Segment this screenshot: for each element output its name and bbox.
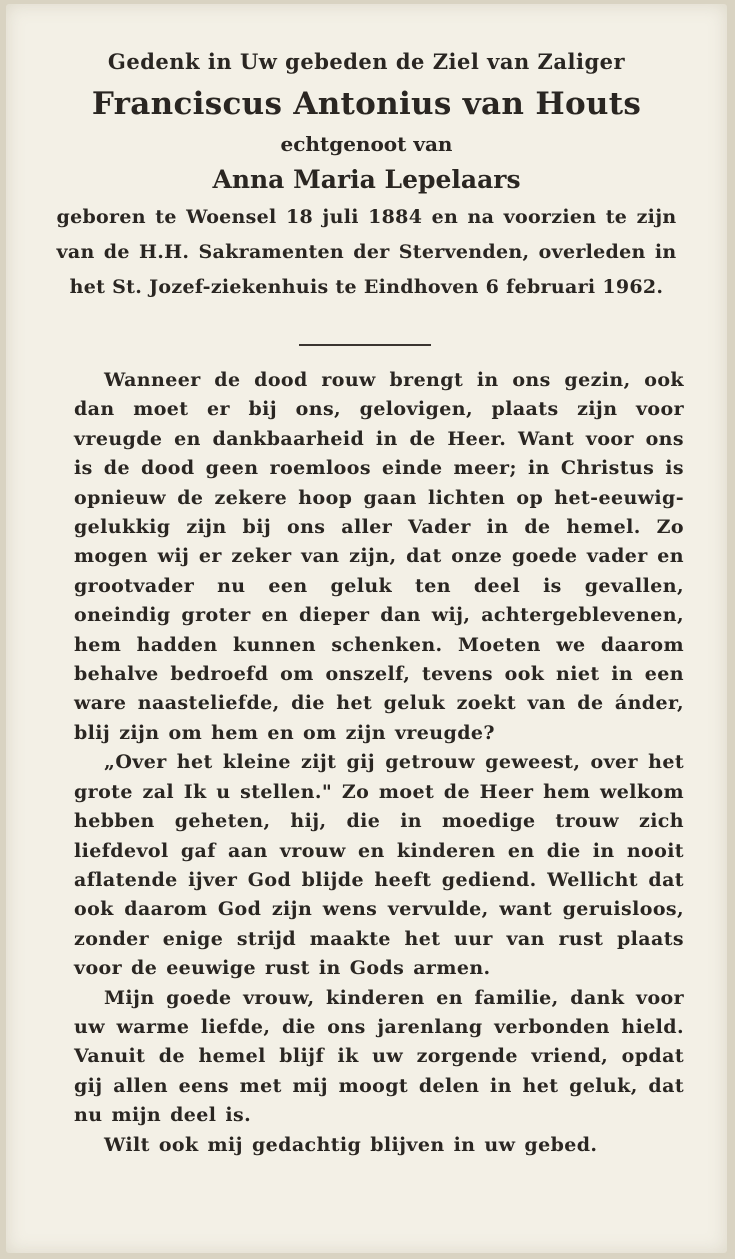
intro-line: Gedenk in Uw gebeden de Ziel van Zaliger: [107, 49, 626, 74]
deceased-name: Franciscus Antonius van Houts: [91, 86, 642, 122]
spouse-name: Anna Maria Lepelaars: [212, 165, 521, 194]
paragraph-2: „Over het kleine zijt gij getrouw geweest, over het grote zal Ik u stellen." Zo moet de Heer hem welkom hebben geheten, hij, die in moedige trouw zich liefdevol gaf aan vrouw en kinderen en die in nooit aflatende ijver God blijde heeft gediend. Wellicht dat ook daarom God zijn wens vervulde, want geruisloos, zonder enige strijd maakte het uur van rust plaats voor de eeuwige rust in Gods armen.: [74, 751, 684, 980]
divider: [299, 344, 431, 346]
paragraph-1: Wanneer de dood rouw brengt in ons gezin, ook dan moet er bij ons, gelovigen, plaats zijn voor vreugde en dankbaarheid in de Heer. Want voor ons is de dood geen roemloos einde meer; in Christus is opnieuw de zekere hoop gaan lichten op het-eeuwig-gelukkig zijn bij ons aller Vader in de hemel. Zo mogen wij er zeker van zijn, dat onze goede vader en grootvader nu een geluk ten deel is gevallen, oneindig groter en dieper dan wij, achtergeblevenen, hem hadden kunnen schenken. Moeten we daarom behalve bedroefd om onszelf, tevens ook niet in een ware naasteliefde, die het geluk zoekt van de ánder, blij zijn om hem en om zijn vreugde?: [74, 369, 684, 744]
paragraph-4: Wilt ook mij gedachtig blijven in uw gebed.: [104, 1133, 598, 1156]
spouse-label: echtgenoot van: [280, 132, 453, 156]
memorial-text: [74, 366, 684, 1160]
memorial-card: [6, 4, 727, 1253]
birth-death-details: geboren te Woensel 18 juli 1884 en na voorzien te zijn van de H.H. Sakramenten der Stervenden, overleden in het St. Jozef-ziekenhuis te Eindhoven 6 februari 1962.: [56, 206, 677, 298]
paragraph-3: Mijn goede vrouw, kinderen en familie, dank voor uw warme liefde, die ons jarenlang verbonden hield. Vanuit de hemel blijf ik uw zorgende vriend, opdat gij allen eens met mij moogt delen in het geluk, dat nu mijn deel is.: [74, 986, 684, 1127]
card-header: [6, 44, 727, 305]
